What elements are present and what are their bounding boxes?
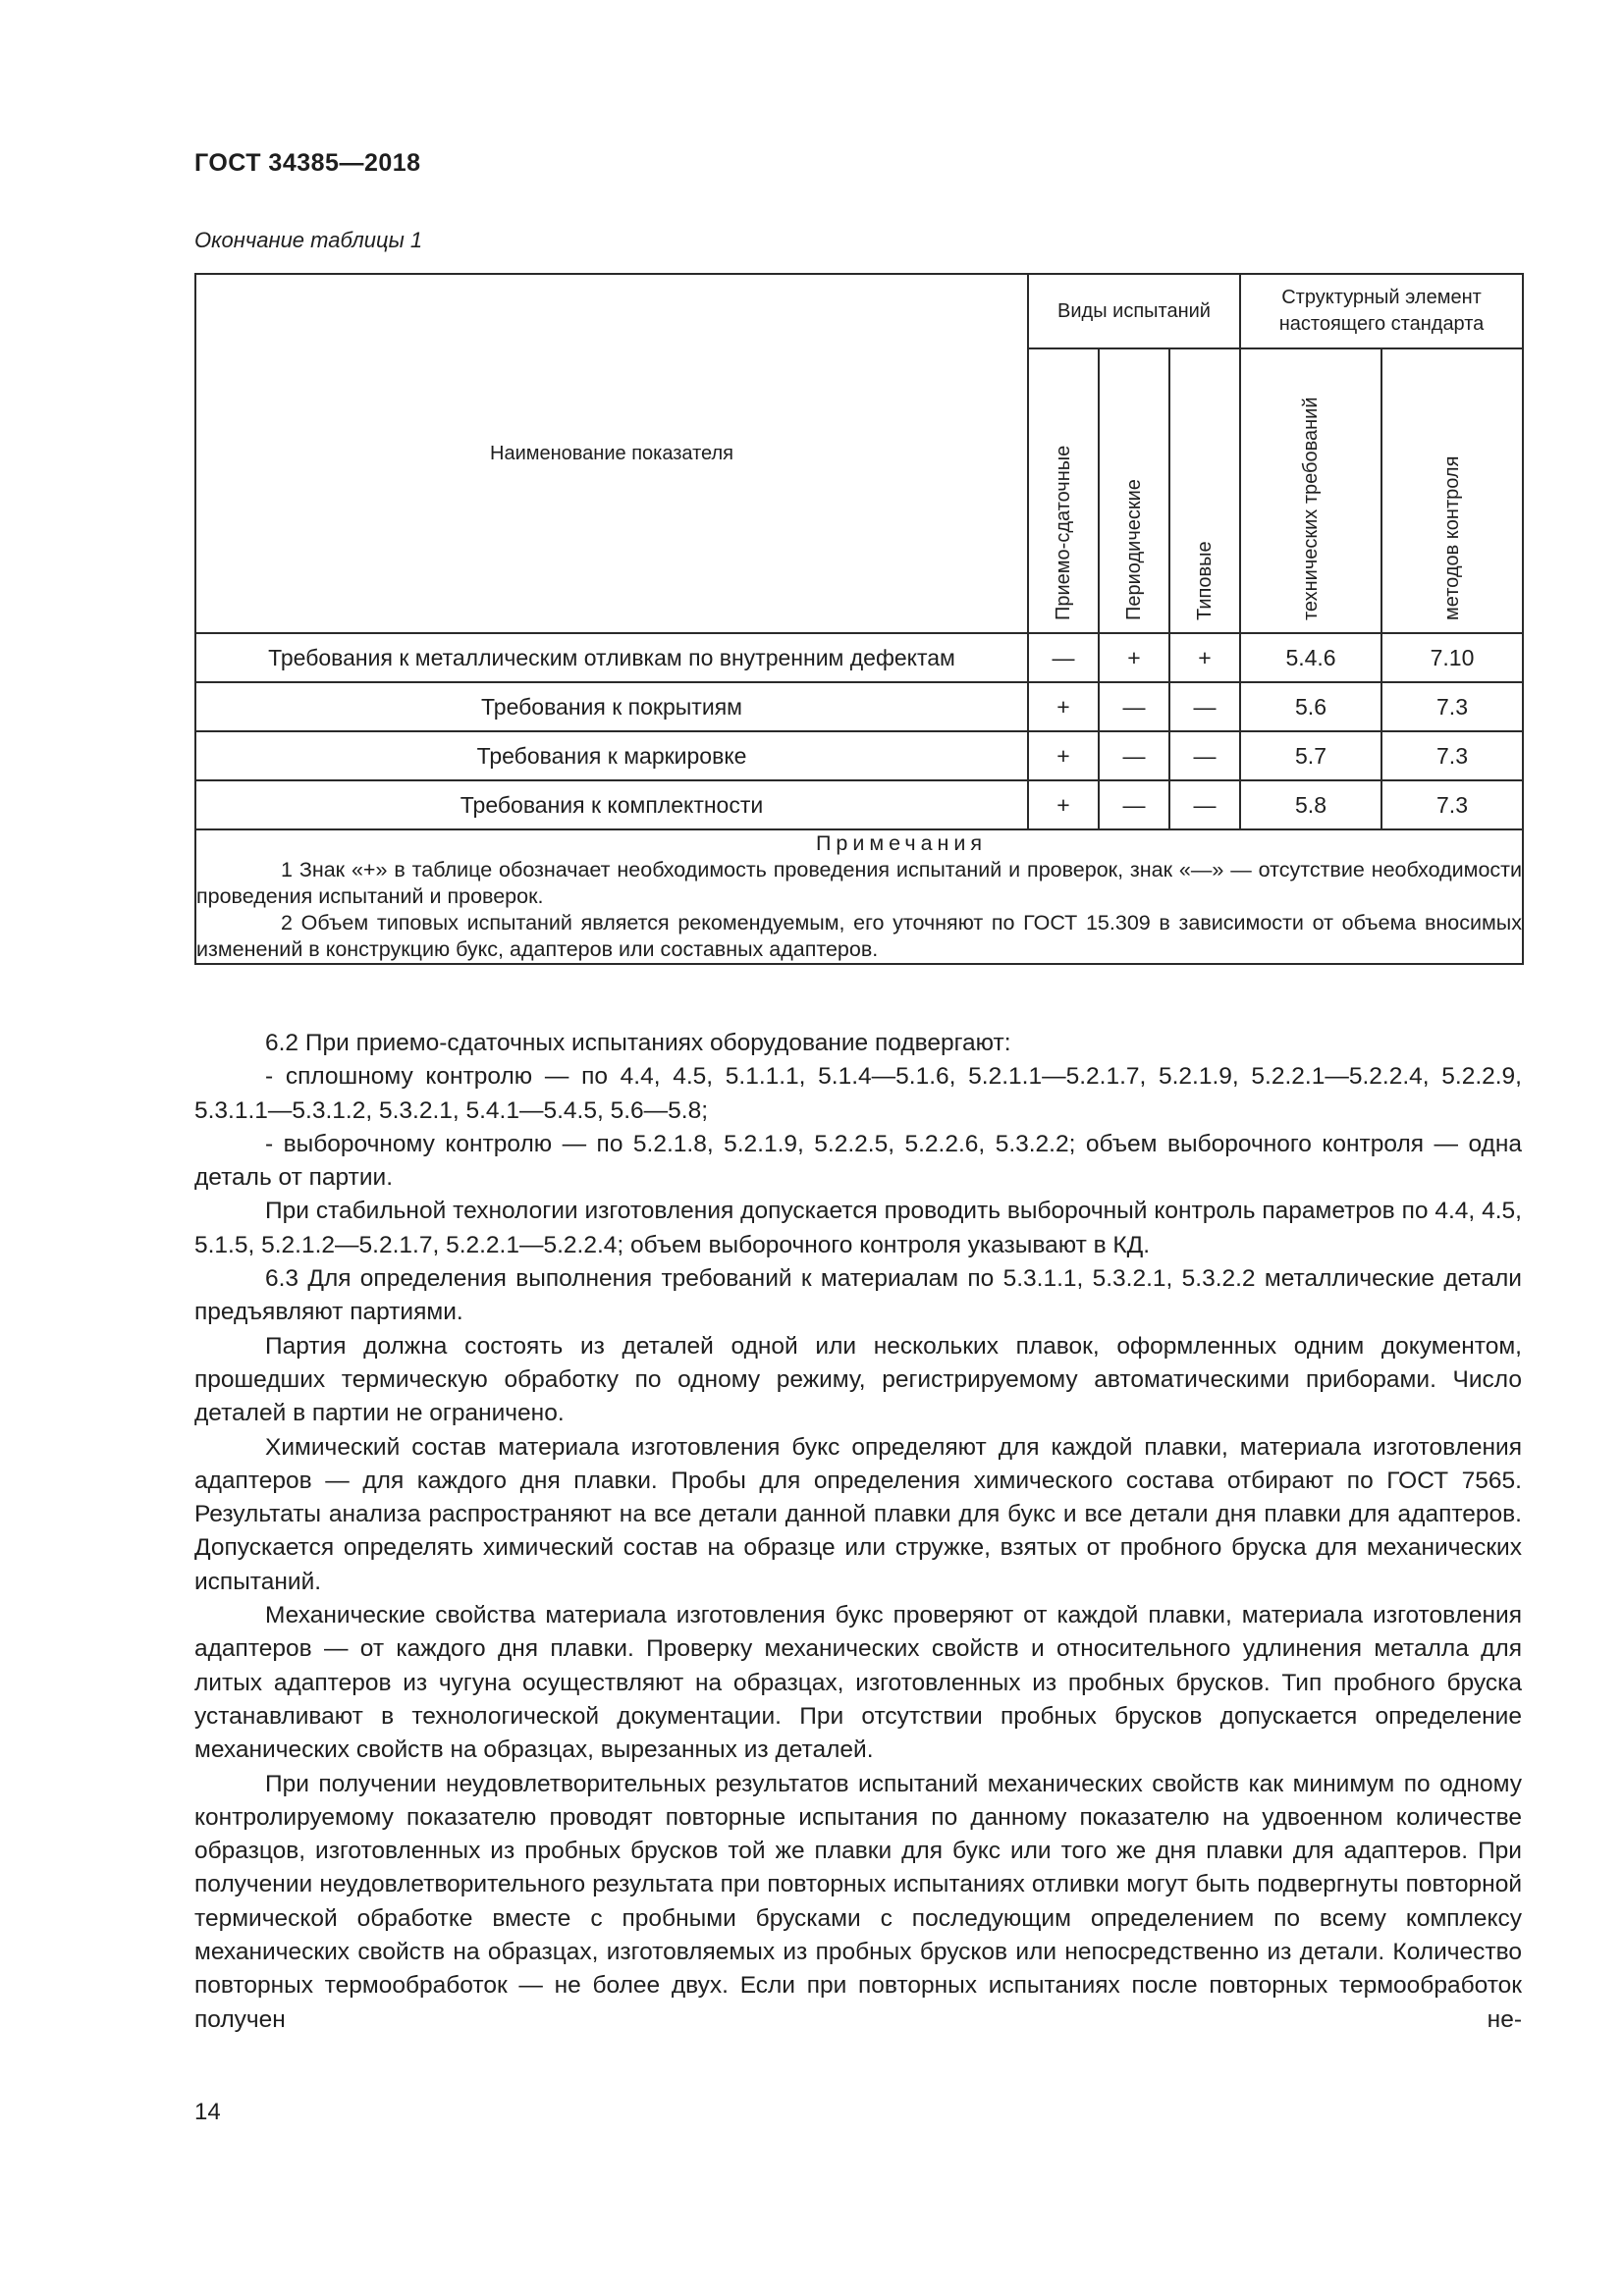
header-acceptance-tests [1028,348,1099,633]
header-technical-requirements [1240,348,1381,633]
paragraph-chemical-composition: Химический состав материала изготовления букс определяют для каждой плавки, материала изготовления адаптеров — для каждого дня плавки. Пробы для определения химического состава отбирают по ГОСТ 7565. Результаты анализа распространяют на все детали данной плавки для букс и все детали дня плавки для адаптеров. Допускается определять химический состав на образце или стружке, взятых от пробного бруска для механических испытаний. [194,1433,1522,1595]
header-requirements-label: технических требований [1299,397,1322,620]
header-type-tests [1169,348,1240,633]
header-control-methods [1381,348,1523,633]
paragraph-full-control: - сплошному контролю — по 4.4, 4.5, 5.1.1.1, 5.1.4—5.1.6, 5.2.1.1—5.2.1.7, 5.2.1.9, 5.2.2.1—5.2.2.4, 5.2.2.9, 5.3.1.1—5.3.1.2, 5.3.2.1, 5.4.1—5.4.5, 5.6—5.8; [194,1063,1522,1124]
page-number: 14 [194,2099,221,2125]
cell-periodic: — [1099,780,1169,829]
header-periodic-tests [1099,348,1169,633]
table-row [195,633,1523,682]
row-indicator-name: Требования к маркировке [195,731,1028,780]
table-row [195,731,1523,780]
row-indicator-name: Требования к металлическим отливкам по внутренним дефектам [195,633,1028,682]
header-structural-element: Структурный элемент настоящего стандарта [1240,274,1523,348]
table-row [195,682,1523,731]
header-periodic-label: Периодические [1122,479,1145,620]
row-indicator-name: Требования к комплектности [195,780,1028,829]
clause-6-2: 6.2 При приемо-сдаточных испытаниях оборудование подвергают: [265,1030,1011,1056]
cell-periodic: + [1099,633,1169,682]
cell-requirements: 5.4.6 [1240,633,1381,682]
cell-requirements: 5.8 [1240,780,1381,829]
clause-6-3: 6.3 Для определения выполнения требований к материалам по 5.3.1.1, 5.3.2.1, 5.3.2.2 металлические детали предъявляют партиями. [194,1265,1522,1326]
cell-acceptance: + [1028,731,1099,780]
table-notes [195,829,1523,964]
cell-requirements: 5.7 [1240,731,1381,780]
requirements-table [194,273,1524,965]
cell-acceptance: + [1028,780,1099,829]
cell-acceptance: — [1028,633,1099,682]
cell-methods: 7.3 [1381,780,1523,829]
cell-methods: 7.3 [1381,682,1523,731]
header-type-label: Типовые [1193,541,1216,620]
header-acceptance-label: Приемо-сдаточные [1052,445,1074,620]
cell-periodic: — [1099,682,1169,731]
cell-methods: 7.3 [1381,731,1523,780]
paragraph-retesting: При получении неудовлетворительных результатов испытаний механических свойств как минимум по одному контролируемому показателю проводят повторные испытания по данному показателю на удвоенном количестве образцов, изготовленных из пробных брусков той же плавки для букс или того же дня плавки для адаптеров. При получении неудовлетворительного результата при повторных испытаниях отливки могут быть подвергнуты повторной термической обработке вместе с пробными брусками с последующим определением по всему комплексу механических свойств на образцах, изготовляемых из пробных брусков или непосредственно из детали. Количество повторных термообработок — не более двух. Если при повторных испытаниях после повторных термообработок получен не- [194,1770,1522,2033]
table-container [194,273,1522,965]
paragraph-batch: Партия должна состоять из деталей одной или нескольких плавок, оформленных одним документом, прошедших термическую обработку по одному режиму, регистрируемому автоматическими приборами. Число деталей в партии не ограничено. [194,1332,1522,1427]
cell-periodic: — [1099,731,1169,780]
notes-title: Примечания [815,831,988,855]
cell-type: — [1169,731,1240,780]
row-indicator-name: Требования к покрытиям [195,682,1028,731]
cell-type: — [1169,780,1240,829]
header-methods-label: методов контроля [1440,455,1463,620]
header-test-types: Виды испытаний [1028,274,1240,348]
header-indicator-name: Наименование показателя [195,274,1028,633]
table-caption: Окончание таблицы 1 [194,228,423,252]
body-text [194,1027,1522,2037]
cell-requirements: 5.6 [1240,682,1381,731]
cell-type: + [1169,633,1240,682]
cell-methods: 7.10 [1381,633,1523,682]
paragraph-sample-control: - выборочному контролю — по 5.2.1.8, 5.2.1.9, 5.2.2.5, 5.2.2.6, 5.3.2.2; объем выборочного контроля — одна деталь от партии. [194,1130,1522,1192]
cell-acceptance: + [1028,682,1099,731]
cell-type: — [1169,682,1240,731]
note-item: 2 Объем типовых испытаний является рекомендуемым, его уточняют по ГОСТ 15.309 в зависимости от объема вносимых изменений в конструкцию букс, адаптеров или составных адаптеров. [196,911,1523,961]
note-item: 1 Знак «+» в таблице обозначает необходимость проведения испытаний и проверок, знак «—» — отсутствие необходимости проведения испытаний и проверок. [196,858,1523,908]
paragraph-stable-technology: При стабильной технологии изготовления допускается проводить выборочный контроль параметров по 4.4, 4.5, 5.1.5, 5.2.1.2—5.2.1.7, 5.2.2.1—5.2.2.4; объем выборочного контроля указывают в КД. [194,1198,1522,1258]
document-code-header: ГОСТ 34385—2018 [194,149,421,177]
paragraph-mechanical-properties: Механические свойства материала изготовления букс проверяют от каждой плавки, материала изготовления адаптеров — от каждого дня плавки. Проверку механических свойств и относительного удлинения металла для литых адаптеров из чугуна осуществляют на образцах, изготовленных из пробных брусков. Тип пробного бруска устанавливают в технологической документации. При отсутствии пробных брусков допускается определение механических свойств на образцах, вырезанных из деталей. [194,1602,1522,1764]
table-row [195,780,1523,829]
